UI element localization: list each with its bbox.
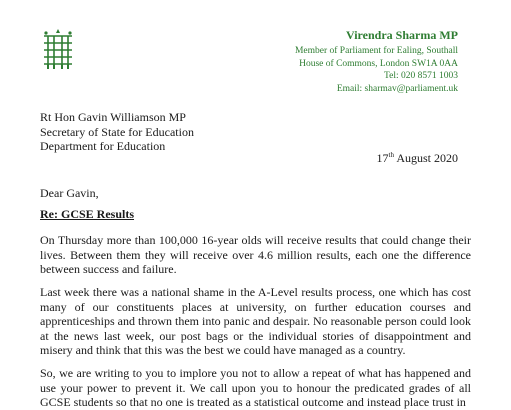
recipient-department: Department for Education (40, 139, 166, 153)
recipient-title: Secretary of State for Education (40, 124, 194, 139)
sender-phone: Tel: 020 8571 1003 (383, 71, 458, 81)
recipient-block (40, 110, 194, 154)
paragraph-3: So, we are writing to you to implore you not to allow a repeat of what has happened and use your power to prevent it. We call upon you to honour the predicated grades of all GCSE students so that no one is treated as a statistical outcome and instead place trust in (40, 366, 471, 409)
sender-block (295, 28, 458, 95)
date-day: 17 (376, 151, 389, 165)
salutation: Dear Gavin, (40, 186, 99, 200)
sender-name: Virendra Sharma MP (346, 28, 458, 42)
subject-line: Re: GCSE Results (40, 207, 135, 221)
paragraph-1: On Thursday more than 100,000 16-year olds will receive results that could change their lives. Between them they will receive over 4.6 million results, each one the difference between success and failure. (40, 233, 471, 276)
paragraph-2: Last week there was a national shame in the A-Level results process, one which has cost many of our constituents places at university, on further education courses and apprenticeships and thrown them into panic and despair. No reasonable person could look at the news last week, our post bags or the individual stories of disappointment and misery and think that this was the best we could have managed as a country. (40, 285, 471, 357)
date-month-year: August 2020 (393, 151, 458, 165)
sender-address: House of Commons, London SW1A 0AA (299, 58, 458, 69)
sender-email[interactable]: Email: sharmav@parliament.uk (336, 83, 458, 94)
sender-constituency: Member of Parliament for Ealing, Southall (294, 46, 458, 56)
date-suffix: th (388, 151, 394, 159)
portcullis-icon (40, 28, 76, 70)
recipient-name: Rt Hon Gavin Williamson MP (40, 110, 186, 124)
letter-date (377, 151, 458, 166)
